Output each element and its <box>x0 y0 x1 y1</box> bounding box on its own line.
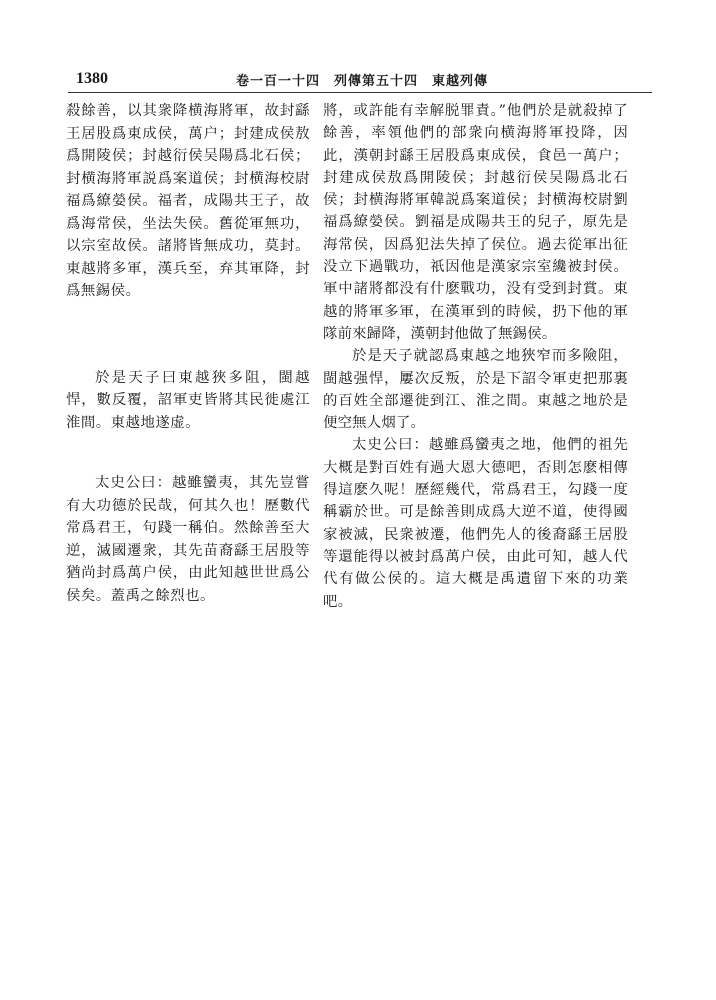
translation-paragraph-3: 太史公曰：越雖爲蠻夷之地，他們的祖先大概是對百姓有過大恩大德吧，否則怎麽相傳得這麽久呢！歷經幾代，常爲君王，勾踐一度稱霸於世。可是餘善則成爲大逆不道，使得國家被滅，民衆被遷，他們先人的後裔繇王居股等還能得以被封爲萬户侯，由此可知，越人代代有做公侯的。這大概是禹遺留下來的功業吧。 <box>323 437 628 610</box>
classical-paragraph-2: 於是天子曰東越狹多阻，閩越悍，數反覆，詔軍吏皆將其民徙處江淮間。東越地遂虚。 <box>66 369 310 431</box>
translation-column <box>323 100 628 613</box>
running-head: 卷一百一十四 列傳第五十四 東越列傳 <box>236 74 489 89</box>
classical-paragraph-3: 太史公曰：越雖蠻夷，其先豈嘗有大功德於民哉，何其久也！歷數代常爲君王，句踐一稱伯。然餘善至大逆，滅國遷衆，其先苗裔繇王居股等猶尚封爲萬户侯，由此知越世世爲公侯矣。蓋禹之餘烈也。 <box>66 475 310 604</box>
translation-paragraph-1: 將，或許能有幸解脱罪責。”他們於是就殺掉了餘善，率領他們的部衆向横海將軍投降，因此，漢朝封繇王居股爲東成侯，食邑一萬户；封建成侯敖爲開陵侯；封越衍侯吴陽爲北石侯；封横海將軍韓説爲案道侯；封横海校尉劉福爲繚嫈侯。劉福是成陽共王的兒子，原先是海常侯，因爲犯法失掉了侯位。過去從軍出征没立下過戰功，祇因他是漢家宗室纔被封侯。軍中諸將都没有什麽戰功，没有受到封賞。東越的將軍多軍，在漢軍到的時候，扔下他的軍隊前來歸降，漢朝封他做了無錫侯。 <box>323 103 628 342</box>
header-rule <box>68 92 652 93</box>
page-number: 1380 <box>76 70 108 87</box>
page-header <box>0 0 716 96</box>
classical-paragraph-1: 殺餘善，以其衆降横海將軍，故封繇王居股爲東成侯，萬户；封建成侯敖爲開陵侯；封越衍侯吴陽爲北石侯；封横海將軍説爲案道侯；封横海校尉福爲繚嫈侯。福者，成陽共王子，故爲海常侯，坐法失侯。舊從軍無功，以宗室故侯。諸將皆無成功，莫封。東越將多軍，漢兵至，弃其軍降，封爲無錫侯。 <box>66 103 310 299</box>
classical-text-column <box>66 100 310 645</box>
translation-paragraph-2: 於是天子就認爲東越之地狹窄而多險阻，閩越强悍，屢次反叛，於是下詔令軍吏把那裏的百姓全部遷徙到江、淮之間。東越之地於是便空無人烟了。 <box>323 348 628 432</box>
